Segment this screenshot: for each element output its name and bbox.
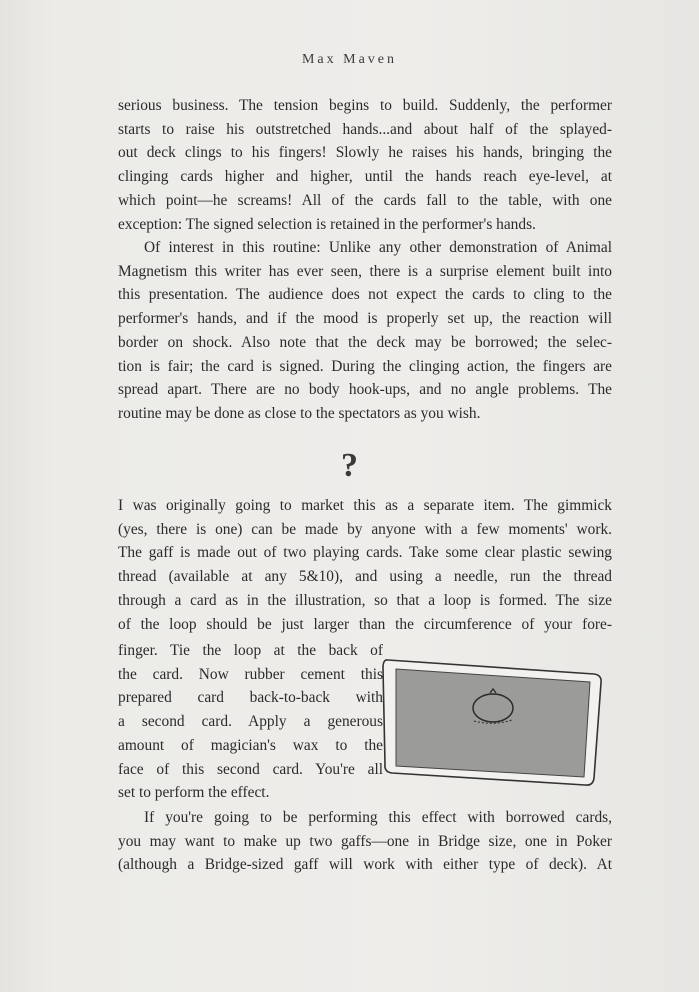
section-break-question-mark: ? <box>341 447 358 484</box>
text-line: spread apart. There are no body hook-ups, and no angle problems. The <box>118 381 612 399</box>
paragraph-1 <box>118 94 612 236</box>
text-line: If you're going to be performing this effect with borrowed cards, <box>144 809 612 826</box>
text-line: out deck clings to his fingers! Slowly he raises his hands, bringing the <box>118 144 612 162</box>
paragraph-2 <box>118 236 612 426</box>
text-line: Of interest in this routine: Unlike any other demonstration of Animal <box>144 239 612 256</box>
text-line: you may want to make up two gaffs—one in Bridge size, one in Poker <box>118 832 612 850</box>
running-head: Max Maven <box>301 52 398 67</box>
text-line: through a card as in the illustration, so that a loop is formed. The size <box>118 591 612 609</box>
text-line: tion is fair; the card is signed. During the clinging action, the fingers are <box>118 357 612 375</box>
text-line: starts to raise his outstretched hands...and about half of the splayed- <box>118 120 612 138</box>
text-line: finger. Tie the loop at the back of <box>118 642 383 659</box>
text-line: exception: The signed selection is retained in the performer's hands. <box>118 215 536 233</box>
text-line: routine may be done as close to the spectators as you wish. <box>118 404 481 422</box>
text-line: clinging cards higher and higher, until the hands reach eye-level, at <box>118 168 612 186</box>
text-line: which point—he screams! All of the cards fall to the table, with one <box>118 191 612 209</box>
text-line: the card. Now rubber cement this <box>118 665 383 683</box>
card-with-thread-loop-illustration <box>382 650 608 790</box>
text-line: of the loop should be just larger than the circumference of your fore- <box>118 615 612 633</box>
text-line: face of this second card. You're all <box>118 760 383 778</box>
text-line: amount of magician's wax to the <box>118 736 383 754</box>
paragraph-5 <box>118 806 612 877</box>
card-illustration <box>382 650 608 790</box>
text-line: a second card. Apply a generous <box>118 713 383 731</box>
text-line: Magnetism this writer has ever seen, there is a surprise element built into <box>118 262 612 280</box>
text-line: I was originally going to market this as a separate item. The gimmick <box>118 497 612 514</box>
text-line: this presentation. The audience does not expect the cards to cling to the <box>118 286 612 304</box>
text-line: border on shock. Also note that the deck may be borrowed; the selec- <box>118 333 612 351</box>
text-line: The gaff is made out of two playing cards. Take some clear plastic sewing <box>118 544 612 562</box>
paragraph-3 <box>118 494 612 636</box>
text-line: performer's hands, and if the mood is properly set up, the reaction will <box>118 310 612 328</box>
text-line: thread (available at any 5&10), and using a needle, run the thread <box>118 568 612 586</box>
text-line: serious business. The tension begins to build. Suddenly, the performer <box>118 97 612 114</box>
text-line: (yes, there is one) can be made by anyone with a few moments' work. <box>118 520 612 538</box>
text-line: (although a Bridge-sized gaff will work with either type of deck). At <box>118 856 612 874</box>
text-line: set to perform the effect. <box>118 784 270 802</box>
text-line: prepared card back-to-back with <box>118 689 383 707</box>
card-face <box>396 669 590 777</box>
paragraph-4 <box>118 639 383 805</box>
